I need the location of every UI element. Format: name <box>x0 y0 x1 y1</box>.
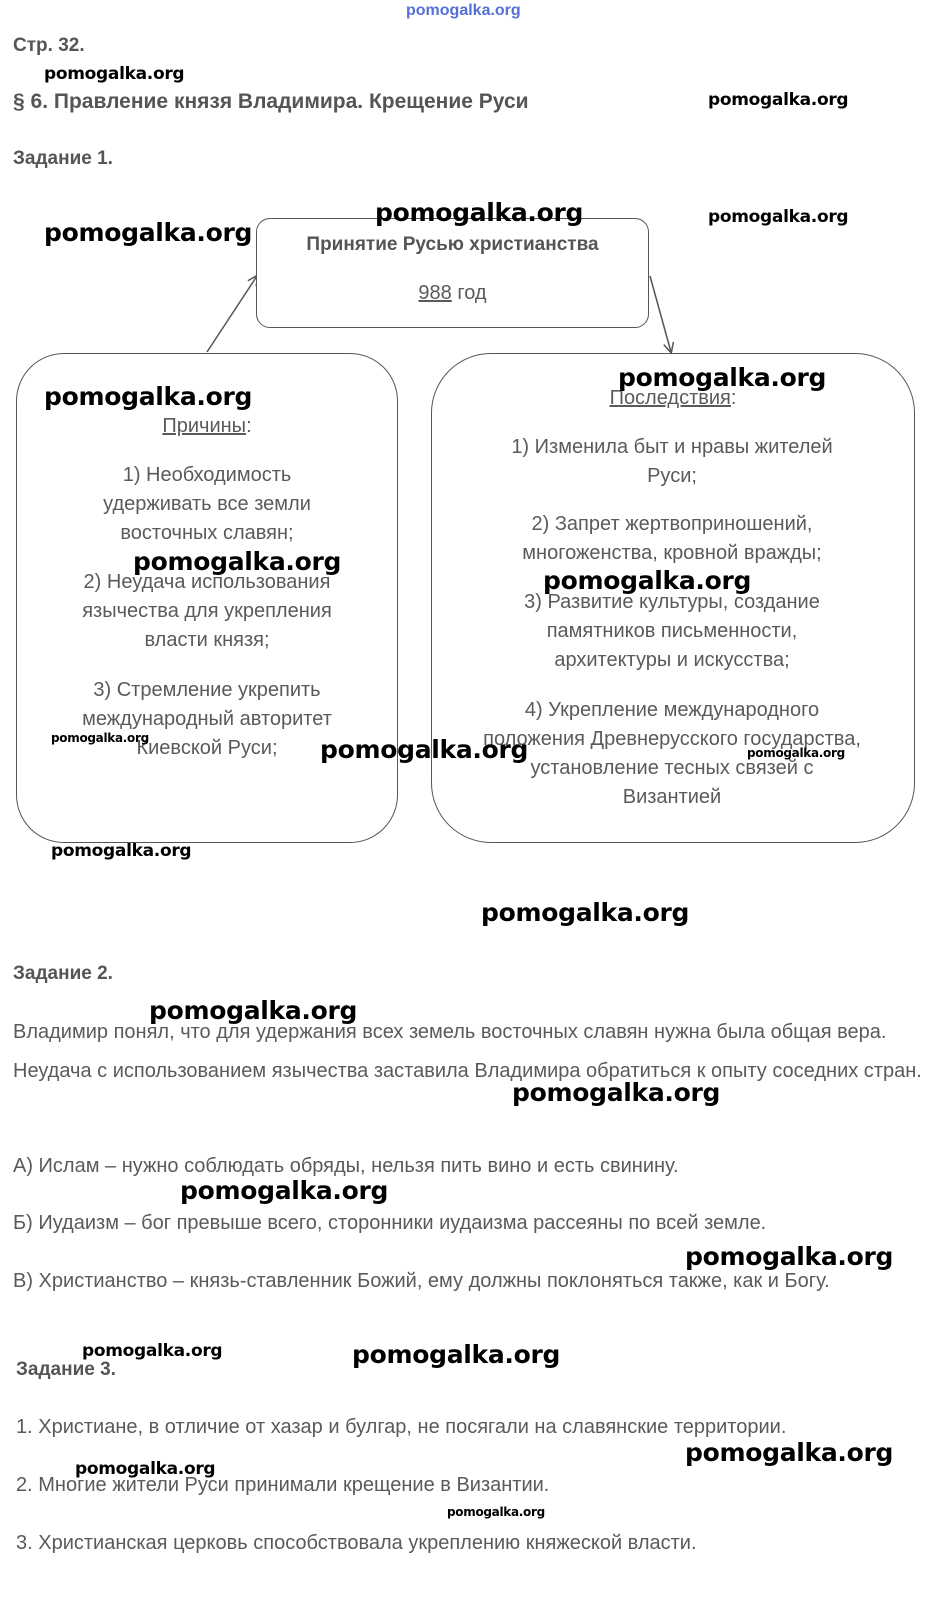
consequence-item: 4) Укрепление международного положения Древнерусского государства, установление тесных связей с Византией <box>483 699 861 808</box>
watermark: pomogalka.org <box>51 731 149 745</box>
watermark: pomogalka.org <box>44 382 253 411</box>
watermark: pomogalka.org <box>51 841 192 861</box>
top-watermark: pomogalka.org <box>406 2 521 19</box>
watermark: pomogalka.org <box>481 898 690 927</box>
watermark: pomogalka.org <box>747 746 845 760</box>
watermark: pomogalka.org <box>618 363 827 392</box>
paragraph-title: § 6. Правление князя Владимира. Крещение Руси <box>13 90 529 113</box>
consequence-item: 1) Изменила быт и нравы жителей Руси; <box>511 436 833 487</box>
center-box-year-line <box>257 279 648 308</box>
task3-item: 2. Многие жители Руси принимали крещение в Византии. <box>16 1474 550 1496</box>
watermark: pomogalka.org <box>685 1438 894 1467</box>
causes-box <box>16 353 398 843</box>
consequences-title-colon: : <box>730 387 737 409</box>
consequence-item: 2) Запрет жертвоприношений, многоженства, кровной вражды; <box>522 513 822 564</box>
arrow-causes-to-center <box>207 276 257 352</box>
causes-title-colon: : <box>246 415 252 437</box>
cause-item: 3) Стремление укрепить международный авторитет Киевской Руси; <box>82 679 332 759</box>
center-box-year-suffix: год <box>451 282 487 304</box>
causes-title-line <box>17 412 397 441</box>
watermark: pomogalka.org <box>512 1078 721 1107</box>
watermark: pomogalka.org <box>685 1242 894 1271</box>
watermark: pomogalka.org <box>44 64 185 84</box>
page-reference: Стр. 32. <box>13 35 85 56</box>
task1-heading: Задание 1. <box>13 148 113 169</box>
watermark: pomogalka.org <box>75 1459 216 1479</box>
cause-item: 2) Неудача использования язычества для укрепления власти князя; <box>82 571 332 651</box>
center-box-title: Принятие Русью христианства <box>306 234 599 255</box>
watermark: pomogalka.org <box>44 218 253 247</box>
task2-intro: Владимир понял, что для удержания всех земель восточных славян нужна была общая вера. Неудача с использованием язычества заставила Владимира обратиться к опыту соседних стран. <box>13 1021 922 1082</box>
cause-item: 1) Необходимость удерживать все земли восточных славян; <box>103 464 311 544</box>
arrow-center-to-consequences <box>650 276 671 352</box>
consequences-box <box>431 353 915 843</box>
task3-item: 1. Христиане, в отличие от хазар и булгар, не посягали на славянские территории. <box>16 1416 787 1438</box>
task2-option: В) Христианство – князь-ставленник Божий, ему должны поклоняться также, как и Богу. <box>13 1270 830 1292</box>
watermark: pomogalka.org <box>375 198 584 227</box>
center-box-year: 988 <box>418 282 452 304</box>
watermark: pomogalka.org <box>352 1340 561 1369</box>
task3-item: 3. Христианская церковь способствовала укреплению княжеской власти. <box>16 1532 697 1554</box>
watermark: pomogalka.org <box>708 207 849 227</box>
watermark: pomogalka.org <box>447 1505 545 1519</box>
watermark: pomogalka.org <box>180 1176 389 1205</box>
watermark: pomogalka.org <box>320 735 529 764</box>
task3-heading: Задание 3. <box>16 1359 116 1380</box>
consequence-item: 3) Развитие культуры, создание памятников письменности, архитектуры и искусства; <box>524 591 820 671</box>
causes-title: Причины <box>162 415 247 437</box>
task2-option: Б) Иудаизм – бог превыше всего, сторонники иудаизма рассеяны по всей земле. <box>13 1212 767 1234</box>
consequences-title: Последствия <box>609 387 731 409</box>
center-box <box>256 218 649 328</box>
watermark: pomogalka.org <box>708 90 849 110</box>
watermark: pomogalka.org <box>543 566 752 595</box>
watermark: pomogalka.org <box>82 1341 223 1361</box>
task2-heading: Задание 2. <box>13 963 113 984</box>
task2-option: А) Ислам – нужно соблюдать обряды, нельзя пить вино и есть свинину. <box>13 1155 679 1177</box>
watermark: pomogalka.org <box>149 996 358 1025</box>
watermark: pomogalka.org <box>133 547 342 576</box>
